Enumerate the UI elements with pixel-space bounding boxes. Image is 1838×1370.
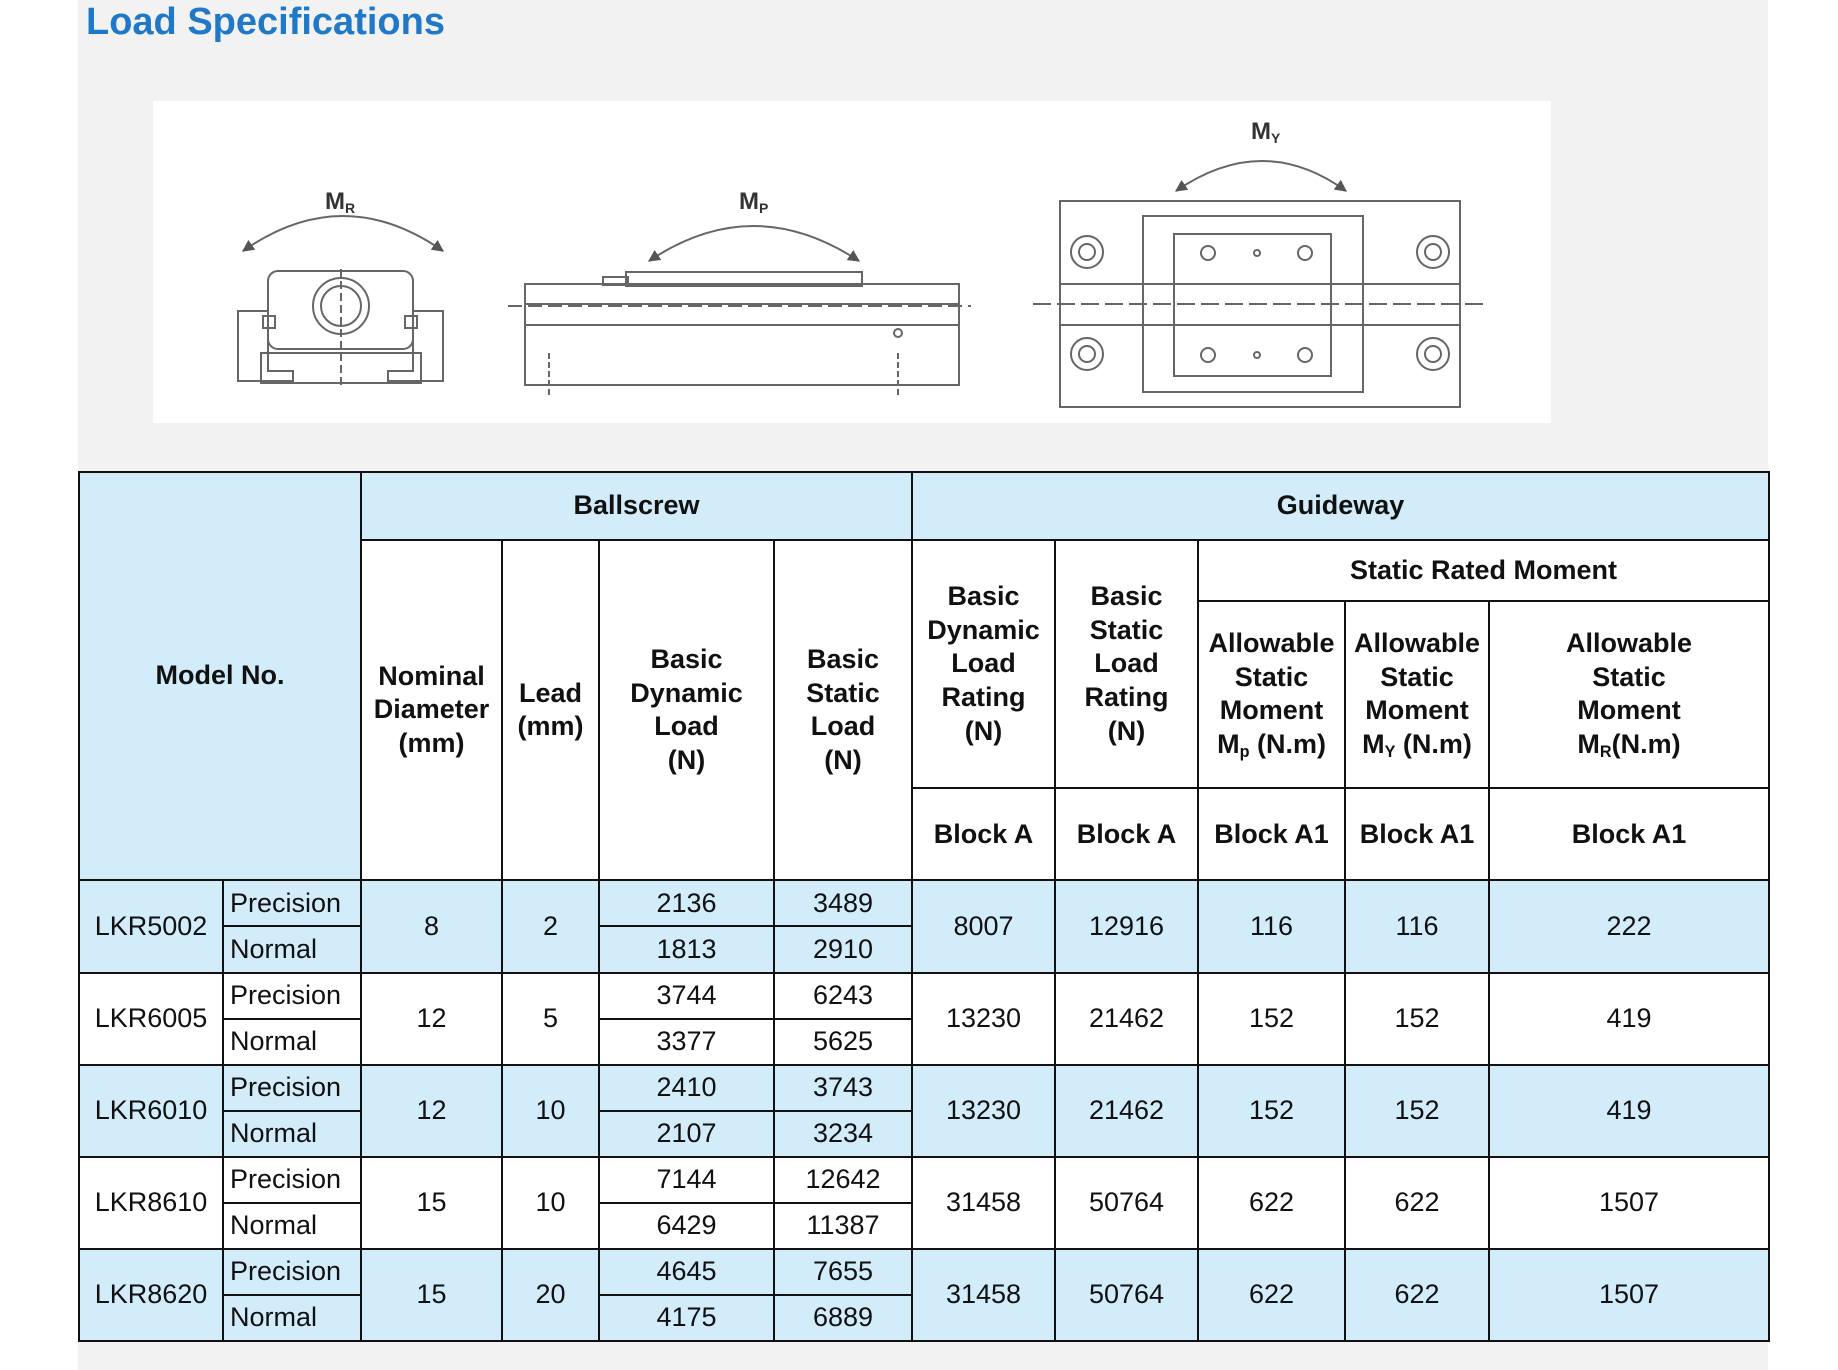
static-load-cell: 11387 (774, 1203, 912, 1249)
basic-dynamic-load-header: Basic Dynamic Load (N) (599, 540, 774, 880)
block-a1-my-header: Block A1 (1345, 788, 1489, 880)
moment-my-cell: 116 (1345, 880, 1489, 972)
dynamic-load-cell: 4645 (599, 1249, 774, 1295)
moment-my-cell: 152 (1345, 973, 1489, 1065)
mp-side-view-drawing (508, 226, 971, 397)
model-cell: LKR8620 (79, 1249, 223, 1341)
model-cell: LKR5002 (79, 880, 223, 972)
moment-mp-header: Allowable Static Moment $M_p$ (N.m) (1198, 601, 1345, 788)
model-cell: LKR6010 (79, 1065, 223, 1157)
moment-my-cell: 622 (1345, 1249, 1489, 1341)
model-cell: LKR6005 (79, 973, 223, 1065)
static-load-cell: 6889 (774, 1295, 912, 1341)
moment-diagram-figure (153, 101, 1551, 423)
guide-static-cell: 21462 (1055, 973, 1198, 1065)
static-load-cell: 3489 (774, 880, 912, 926)
moment-diagram (153, 101, 1551, 423)
grade-cell: Normal (223, 1203, 361, 1249)
table-row (79, 973, 1769, 1019)
grade-cell: Normal (223, 926, 361, 972)
guide-dynamic-cell: 31458 (912, 1249, 1055, 1341)
moment-my-cell: 152 (1345, 1065, 1489, 1157)
guide-dynamic-cell: 13230 (912, 973, 1055, 1065)
moment-my-header: Allowable Static Moment $M_Y$ (N.m) (1345, 601, 1489, 788)
dynamic-load-cell: 2107 (599, 1111, 774, 1157)
diameter-cell: 12 (361, 973, 502, 1065)
grade-cell: Precision (223, 1249, 361, 1295)
dynamic-load-cell: 3377 (599, 1019, 774, 1065)
guide-static-cell: 21462 (1055, 1065, 1198, 1157)
static-load-cell: 2910 (774, 926, 912, 972)
lead-header: Lead (mm) (502, 540, 599, 880)
model-no-header: Model No. (79, 472, 361, 880)
static-load-cell: 6243 (774, 973, 912, 1019)
guide-dynamic-cell: 13230 (912, 1065, 1055, 1157)
diameter-cell: 12 (361, 1065, 502, 1157)
lead-cell: 10 (502, 1065, 599, 1157)
guideway-header: Guideway (912, 472, 1769, 540)
guide-dynamic-cell: 8007 (912, 880, 1055, 972)
diameter-cell: 15 (361, 1249, 502, 1341)
moment-mr-cell: 419 (1489, 973, 1769, 1065)
grade-cell: Precision (223, 973, 361, 1019)
nominal-diameter-header: Nominal Diameter (mm) (361, 540, 502, 880)
diameter-cell: 8 (361, 880, 502, 972)
static-rated-moment-header: Static Rated Moment (1198, 540, 1769, 601)
basic-dynamic-load-rating-header: Basic Dynamic Load Rating (N) (912, 540, 1055, 788)
guide-dynamic-cell: 31458 (912, 1157, 1055, 1249)
my-top-view-drawing (1033, 161, 1483, 407)
grade-cell: Precision (223, 880, 361, 926)
table-row (79, 1157, 1769, 1203)
moment-mr-header: Allowable Static Moment $M_R(N.m)$ (1489, 601, 1769, 788)
model-cell: LKR8610 (79, 1157, 223, 1249)
moment-mp-cell: 116 (1198, 880, 1345, 972)
basic-static-load-rating-header: Basic Static Load Rating (N) (1055, 540, 1198, 788)
dynamic-load-cell: 2410 (599, 1065, 774, 1111)
static-load-cell: 5625 (774, 1019, 912, 1065)
ballscrew-header: Ballscrew (361, 472, 912, 540)
lead-cell: 5 (502, 973, 599, 1065)
static-load-cell: 3234 (774, 1111, 912, 1157)
grade-cell: Precision (223, 1065, 361, 1111)
dynamic-load-cell: 7144 (599, 1157, 774, 1203)
guide-static-cell: 50764 (1055, 1249, 1198, 1341)
dynamic-load-cell: 6429 (599, 1203, 774, 1249)
table-row (79, 880, 1769, 926)
block-a1-mp-header: Block A1 (1198, 788, 1345, 880)
grade-cell: Normal (223, 1019, 361, 1065)
lead-cell: 10 (502, 1157, 599, 1249)
table-row (79, 1249, 1769, 1295)
block-a-dynamic-header: Block A (912, 788, 1055, 880)
moment-mp-cell: 622 (1198, 1157, 1345, 1249)
basic-static-load-header: Basic Static Load (N) (774, 540, 912, 880)
mr-label: MR (325, 188, 356, 216)
dynamic-load-cell: 2136 (599, 880, 774, 926)
mp-label: MP (739, 188, 769, 216)
grade-cell: Precision (223, 1157, 361, 1203)
grade-cell: Normal (223, 1295, 361, 1341)
block-a1-mr-header: Block A1 (1489, 788, 1769, 880)
moment-mp-cell: 152 (1198, 973, 1345, 1065)
moment-mp-cell: 622 (1198, 1249, 1345, 1341)
guide-static-cell: 50764 (1055, 1157, 1198, 1249)
diameter-cell: 15 (361, 1157, 502, 1249)
dynamic-load-cell: 4175 (599, 1295, 774, 1341)
load-spec-table (78, 471, 1770, 1342)
moment-mr-cell: 222 (1489, 880, 1769, 972)
moment-mr-cell: 1507 (1489, 1157, 1769, 1249)
page-title: Load Specifications (86, 1, 445, 43)
static-load-cell: 3743 (774, 1065, 912, 1111)
grade-cell: Normal (223, 1111, 361, 1157)
moment-mr-cell: 419 (1489, 1065, 1769, 1157)
table-row (79, 1065, 1769, 1111)
moment-mr-cell: 1507 (1489, 1249, 1769, 1341)
mr-cross-section-drawing (238, 216, 443, 385)
block-a-static-header: Block A (1055, 788, 1198, 880)
static-load-cell: 7655 (774, 1249, 912, 1295)
static-load-cell: 12642 (774, 1157, 912, 1203)
my-label: MY (1251, 118, 1281, 146)
dynamic-load-cell: 3744 (599, 973, 774, 1019)
lead-cell: 20 (502, 1249, 599, 1341)
dynamic-load-cell: 1813 (599, 926, 774, 972)
guide-static-cell: 12916 (1055, 880, 1198, 972)
moment-mp-cell: 152 (1198, 1065, 1345, 1157)
lead-cell: 2 (502, 880, 599, 972)
moment-my-cell: 622 (1345, 1157, 1489, 1249)
